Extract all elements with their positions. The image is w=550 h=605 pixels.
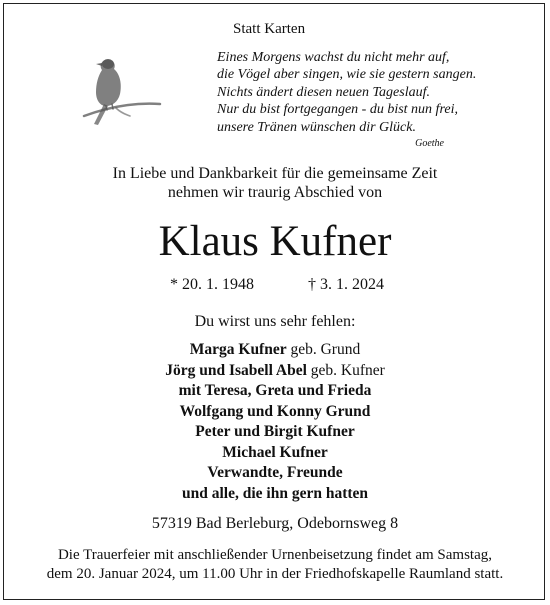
mourner-name: und alle, die ihn gern hatten xyxy=(181,484,369,502)
mourner-name: Michael Kufner xyxy=(222,443,328,461)
deceased-name: Klaus Kufner xyxy=(158,218,392,265)
mourner-line xyxy=(0,361,550,382)
mourner-name: Verwandte, Freunde xyxy=(207,464,343,481)
funeral-notice-line-2: dem 20. Januar 2024, um 11.00 Uhr in der Friedhofskapelle Raumland statt. xyxy=(46,566,504,582)
mourner-name: Wolfgang und Konny Grund xyxy=(179,402,371,420)
poem-line: Eines Morgens wachst du nicht mehr auf, xyxy=(217,50,450,65)
mourner-name: Jörg und Isabell Abel xyxy=(165,361,307,379)
mourner-name: Peter und Birgit Kufner xyxy=(195,423,355,440)
statt-karten-label: Statt Karten xyxy=(233,21,306,37)
funeral-notice xyxy=(0,546,550,584)
birth-date: * 20. 1. 1948 xyxy=(170,276,254,293)
intro-text xyxy=(0,164,550,202)
bird-icon xyxy=(76,54,164,132)
poem-block xyxy=(217,49,527,150)
mourners-list xyxy=(0,340,550,504)
poem-author: Goethe xyxy=(415,138,444,150)
mourner-name: mit Teresa, Greta und Frieda xyxy=(178,382,372,399)
poem-line: die Vögel aber singen, wie sie gestern sangen. xyxy=(217,67,477,83)
poem-line: Nichts ändert diesen neuen Tageslauf. xyxy=(217,84,430,100)
mourner-line xyxy=(0,463,550,484)
intro-line-1: In Liebe und Dankbarkeit für die gemeinsame Zeit xyxy=(112,165,438,182)
mourner-line xyxy=(0,381,550,402)
mourner-note: geb. Kufner xyxy=(306,361,385,379)
intro-line-2: nehmen wir traurig Abschied von xyxy=(167,184,383,201)
mourner-line xyxy=(0,443,550,464)
mourner-name: Marga Kufner xyxy=(189,341,287,358)
poem-line: Nur du bist fortgegangen - du bist nun frei, xyxy=(217,102,458,118)
mourner-line xyxy=(0,484,550,505)
mourner-line xyxy=(0,402,550,423)
miss-you-text: Du wirst uns sehr fehlen: xyxy=(194,313,356,330)
poem-line: unsere Tränen wünschen dir Glück. xyxy=(217,119,416,135)
mourner-line xyxy=(0,422,550,443)
death-date: † 3. 1. 2024 xyxy=(308,276,384,293)
mourner-note: geb. Grund xyxy=(286,341,361,358)
mourner-line xyxy=(0,340,550,361)
family-address: 57319 Bad Berleburg, Odebornsweg 8 xyxy=(151,515,399,532)
funeral-notice-line-1: Die Trauerfeier mit anschließender Urnenbeisetzung findet am Samstag, xyxy=(57,547,493,563)
